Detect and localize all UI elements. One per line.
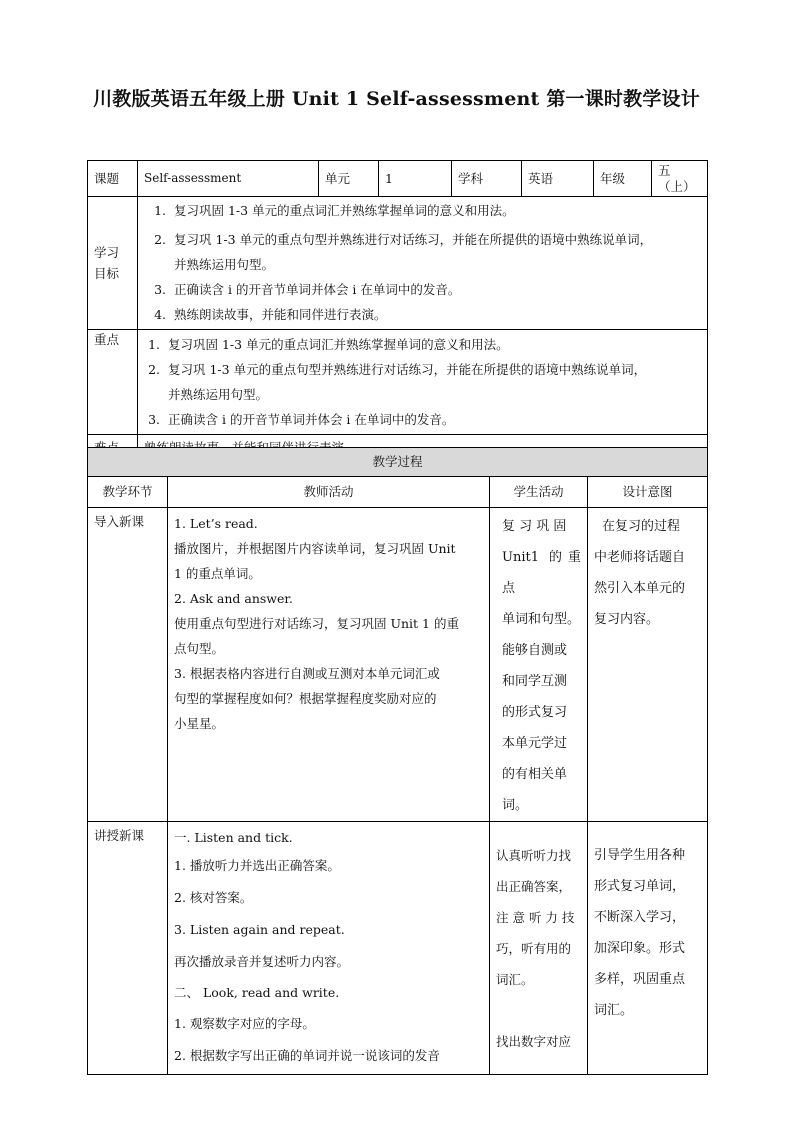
header-intent: 设计意图 [588,477,708,508]
key-points-row [88,330,708,435]
student-line: 巧，听有用的 [496,941,572,956]
teacher-line: 2. 核对答案。 [174,890,253,905]
objective-text: 正确读含 i 的开音节单词并体会 i 在单词中的发音。 [174,282,461,298]
student-line: 词汇。 [496,972,534,987]
objective-item [144,227,701,277]
objective-num: 1. [154,203,166,219]
objective-item [144,302,701,327]
stage-intro: 导入新课 [88,508,168,822]
process-row-new [88,822,708,1075]
teacher-line: 1. 观察数字对应的字母。 [174,1016,315,1031]
student-line: 本单元学过 [502,736,568,751]
intent-line: 多样，巩固重点 [594,972,686,987]
design-intent-new [588,822,708,1075]
objective-text-cont: 并熟练运用句型。 [174,257,275,273]
student-line: 复 习 巩 固 [502,519,567,534]
objective-num: 2. [154,232,166,248]
teacher-line: 一. Listen and tick. [174,830,293,845]
key-point-text-cont: 并熟练运用句型。 [168,387,269,403]
key-point-item [144,407,701,432]
student-line: 注 意 听 力 技 [496,910,575,925]
info-header-row [88,161,708,197]
teacher-activity-intro [168,508,490,822]
process-header-row [88,477,708,508]
teacher-line: 点句型。 [174,641,225,656]
teacher-line: 小星星。 [174,716,225,731]
student-line: 能够自测或 [502,643,568,658]
key-points-label: 重点 [88,330,138,435]
intent-line: 复习内容。 [594,612,660,627]
teacher-line: 再次播放录音并复述听力内容。 [174,954,350,969]
grade-value: 五（上） [652,161,708,197]
teacher-line: 二、 Look, read and write. [174,985,340,1000]
teacher-line: 1 的重点单词。 [174,566,261,581]
header-teacher: 教师活动 [168,477,490,508]
intent-line: 形式复习单词， [594,879,686,894]
objectives-label [88,197,138,330]
subject-value: 英语 [522,161,594,197]
student-line: Unit1 的重点 [502,550,581,596]
objective-item [144,198,701,223]
student-line: 单词和句型。 [502,612,581,627]
key-point-item [144,357,701,407]
process-table [87,447,708,1075]
key-point-text: 复习巩 1-3 单元的重点句型并熟练进行对话练习，并能在所提供的语境中熟练说单词， [168,362,647,378]
objectives-label-line-2: 目标 [94,266,120,282]
topic-value: Self-assessment [138,161,319,197]
intent-line: 在复习的过程 [602,519,681,534]
process-section-row [88,448,708,477]
process-row-intro [88,508,708,822]
teacher-activity-new [168,822,490,1075]
process-section-title: 教学过程 [88,448,708,477]
key-points-list [138,330,708,435]
teacher-line: 播放图片，并根据图片内容读单词，复习巩固 Unit [174,541,456,556]
key-point-text: 正确读含 i 的开音节单词并体会 i 在单词中的发音。 [168,412,455,428]
design-intent-intro [588,508,708,822]
grade-label: 年级 [594,161,652,197]
teacher-line: 句型的掌握程度如何？根据掌握程度奖励对应的 [174,691,437,706]
subject-label: 学科 [452,161,522,197]
objectives-row [88,197,708,330]
key-point-num: 1. [148,337,160,353]
student-activity-intro [490,508,588,822]
info-table [87,160,708,462]
intent-line: 加深印象。形式 [594,941,686,956]
teacher-line: 3. 根据表格内容进行自测或互测对本单元词汇或 [174,666,440,681]
key-point-text: 复习巩固 1-3 单元的重点词汇并熟练掌握单词的意义和用法。 [168,337,509,353]
student-line: 词。 [502,798,529,813]
objective-text: 复习巩 1-3 单元的重点句型并熟练进行对话练习，并能在所提供的语境中熟练说单词， [174,232,653,248]
objectives-list [138,197,708,330]
topic-label: 课题 [88,161,138,197]
student-line: 的形式复习 [502,705,568,720]
teacher-line: 2. Ask and answer. [174,591,293,606]
student-line: 找出数字对应 [496,1034,572,1049]
teacher-line: 2. 根据数字写出正确的单词并说一说该词的发音 [174,1048,440,1063]
student-activity-new [490,822,588,1075]
student-line: 和同学互测 [502,674,568,689]
student-line [496,995,581,1026]
header-stage: 教学环节 [88,477,168,508]
objective-num: 3. [154,282,166,298]
teacher-line: 1. Let’s read. [174,516,258,531]
stage-new: 讲授新课 [88,822,168,1075]
document-title: 川教版英语五年级上册 Unit 1 Self-assessment 第一课时教学设计 [93,88,700,110]
intent-line: 然引入本单元的 [594,581,686,596]
teacher-line: 3. Listen again and repeat. [174,922,345,937]
intent-line: 中老师将话题自 [594,550,686,565]
key-point-item [144,332,701,357]
objective-text: 熟练朗读故事，并能和同伴进行表演。 [174,307,387,323]
key-point-num: 2. [148,362,160,378]
unit-label: 单元 [319,161,379,197]
objective-num: 4. [154,307,166,323]
header-student: 学生活动 [490,477,588,508]
intent-line: 词汇。 [594,1003,634,1018]
intent-line: 不断深入学习， [594,910,686,925]
student-line: 出正确答案， [496,879,572,894]
objectives-label-line-1: 学习 [94,244,120,260]
intent-line: 引导学生用各种 [594,848,686,863]
key-point-num: 3. [148,412,160,428]
teacher-line: 1. 播放听力并选出正确答案。 [174,858,340,873]
unit-value: 1 [379,161,452,197]
teacher-line: 使用重点句型进行对话练习，复习巩固 Unit 1 的重 [174,616,459,631]
student-line: 认真听听力找 [496,848,572,863]
student-line: 的有相关单 [502,767,568,782]
objective-item [144,277,701,302]
objective-text: 复习巩固 1-3 单元的重点词汇并熟练掌握单词的意义和用法。 [174,203,515,219]
